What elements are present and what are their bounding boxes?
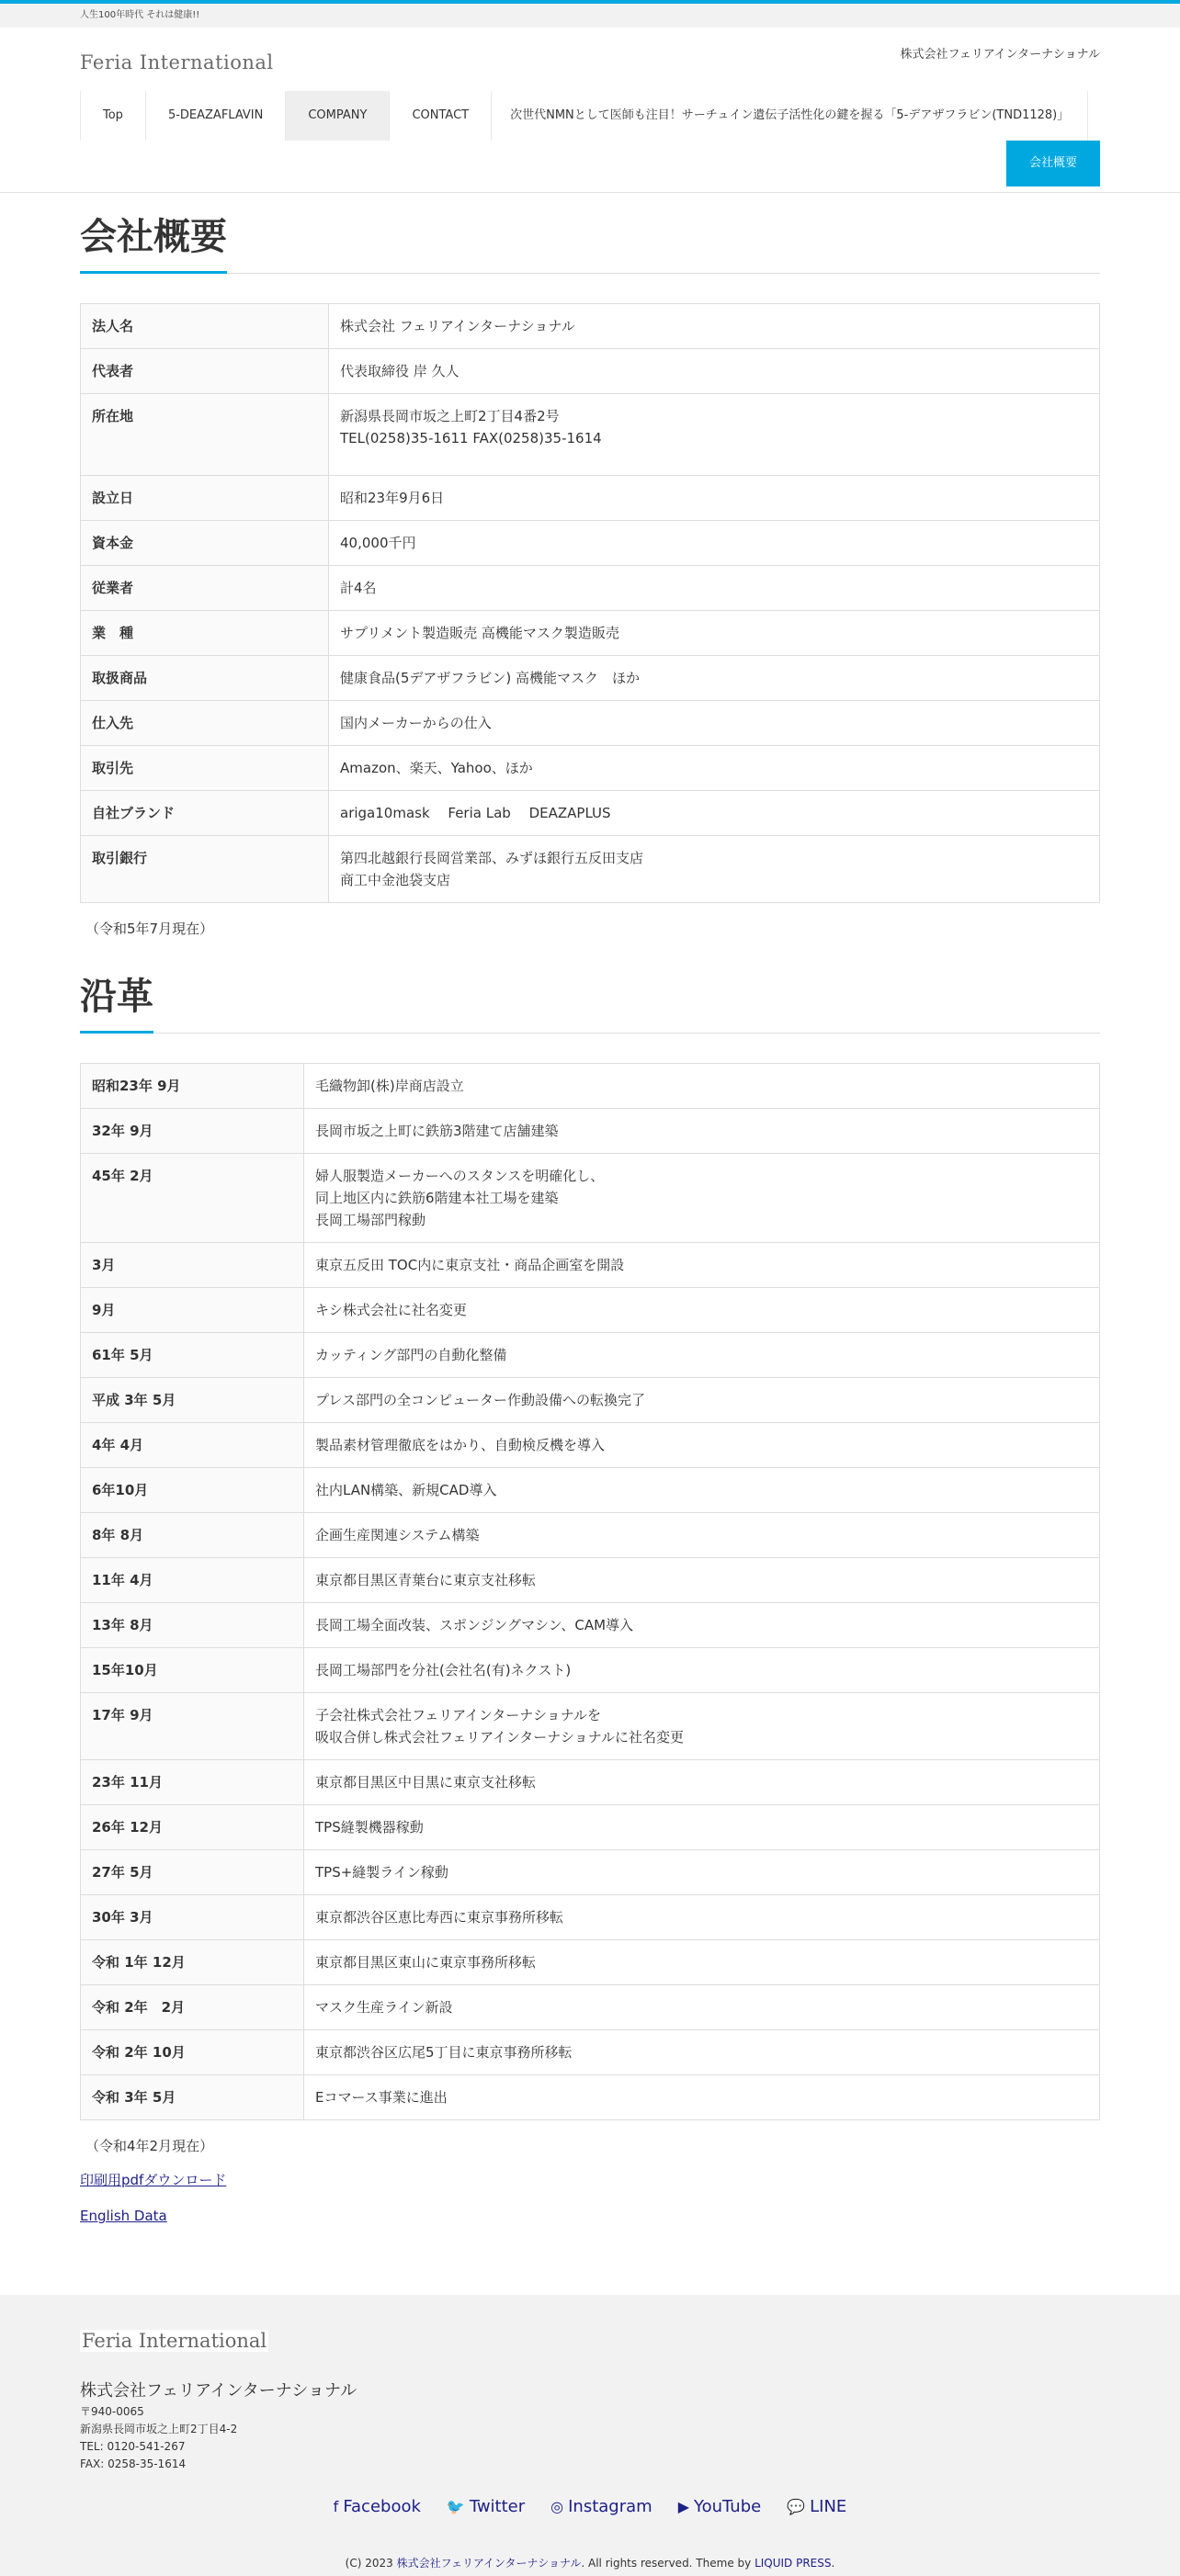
social-label: Instagram [568, 2497, 652, 2516]
profile-row [81, 836, 1100, 903]
history-row-label: 9月 [81, 1288, 304, 1333]
profile-row [81, 701, 1100, 746]
footer-address [80, 2403, 237, 2473]
social-label: Twitter [469, 2497, 526, 2516]
footer-company-name: 株式会社フェリアインターナショナル [80, 2381, 357, 2401]
history-row-label: 13年 8月 [81, 1603, 304, 1648]
history-row [81, 1423, 1100, 1468]
profile-row-label: 従業者 [81, 566, 329, 611]
history-row-value [304, 1378, 1100, 1423]
profile-row-value [329, 746, 1100, 791]
profile-row-label: 資本金 [81, 521, 329, 566]
profile-row-value [329, 304, 1100, 349]
social-label: YouTube [694, 2497, 762, 2516]
nav-item-nmn-article[interactable]: 次世代NMNとして医師も注目！サーチュイン遺伝子活性化の鍵を握る「5-デアザフラビン(TND1128)」 [492, 91, 1088, 141]
history-row-label: 45年 2月 [81, 1154, 304, 1243]
profile-row-value [329, 394, 1100, 476]
history-row [81, 1648, 1100, 1693]
profile-row-label: 自社ブランド [81, 791, 329, 836]
profile-row-value-line: 健康食品(5デアザフラビン) 高機能マスク ほか [340, 670, 641, 686]
history-row [81, 1805, 1100, 1850]
history-row-label: 61年 5月 [81, 1333, 304, 1378]
history-row [81, 1468, 1100, 1513]
profile-row [81, 349, 1100, 394]
history-row-value [304, 1423, 1100, 1468]
history-row-label: 令和 2年 2月 [81, 1985, 304, 2030]
profile-row-value-line: 第四北越銀行長岡営業部、みずほ銀行五反田支店 [340, 850, 644, 866]
history-row [81, 1513, 1100, 1558]
history-row-value-line: 長岡工場部門を分社(会社名(有)ネクスト) [315, 1662, 572, 1678]
tagline: 人生100年時代 それは健康!! [80, 10, 200, 20]
history-row-label: 6年10月 [81, 1468, 304, 1513]
profile-row-value-line: 新潟県長岡市坂之上町2丁目4番2号 [340, 408, 560, 424]
profile-row-value [329, 701, 1100, 746]
history-heading: 沿革 [80, 968, 1100, 1034]
history-row [81, 1940, 1100, 1985]
profile-row-value-line: 昭和23年9月6日 [340, 490, 445, 506]
history-row [81, 1895, 1100, 1940]
topbar [0, 4, 1180, 28]
history-row-value-line: キシ株式会社に社名変更 [315, 1302, 467, 1318]
history-row-value-line: 長岡市坂之上町に鉄筋3階建て店舗建築 [315, 1123, 559, 1139]
history-row-value [304, 1805, 1100, 1850]
history-row-value-line: 東京都目黒区中目黒に東京支社移転 [315, 1774, 537, 1791]
profile-row-value [329, 656, 1100, 701]
history-row-value [304, 1648, 1100, 1693]
social-link-line[interactable] [787, 2497, 846, 2516]
history-row-value [304, 1940, 1100, 1985]
history-row-label: 27年 5月 [81, 1850, 304, 1895]
history-row-value [304, 1603, 1100, 1648]
social-links [0, 2497, 1180, 2516]
social-link-facebook[interactable] [334, 2497, 421, 2516]
history-row-value-line: 東京都渋谷区恵比寿西に東京事務所移転 [315, 1909, 564, 1926]
history-row-value [304, 1513, 1100, 1558]
history-row-label: 昭和23年 9月 [81, 1064, 304, 1109]
history-row [81, 1154, 1100, 1243]
history-row-value-line: 東京五反田 TOC内に東京支社・商品企画室を開設 [315, 1257, 625, 1273]
history-row [81, 1985, 1100, 2030]
profile-row-label: 取引先 [81, 746, 329, 791]
history-row [81, 1109, 1100, 1154]
profile-row [81, 566, 1100, 611]
profile-row-value-line: 代表取締役 岸 久人 [340, 363, 460, 379]
social-link-instagram[interactable] [550, 2497, 652, 2516]
history-row-label: 令和 3年 5月 [81, 2075, 304, 2120]
profile-row-value [329, 566, 1100, 611]
profile-row-value-line: 商工中金池袋支店 [340, 872, 451, 888]
profile-row-value [329, 476, 1100, 521]
history-row-value [304, 1558, 1100, 1603]
profile-row-value-line: 株式会社 フェリアインターナショナル [340, 318, 575, 334]
history-row [81, 1064, 1100, 1109]
profile-row-value [329, 611, 1100, 656]
footer-postal: 〒940-0065 [80, 2405, 144, 2418]
history-row-value [304, 1154, 1100, 1243]
history-row-label: 3月 [81, 1243, 304, 1288]
history-row-value-line: 東京都目黒区東山に東京事務所移転 [315, 1954, 537, 1971]
site-logo[interactable]: Feria International [80, 51, 274, 73]
history-row-value [304, 2075, 1100, 2120]
history-row [81, 1850, 1100, 1895]
history-row-value-line: 製品素材管理徹底をはかり、自動検反機を導入 [315, 1437, 606, 1453]
profile-row-value [329, 349, 1100, 394]
history-row-value-line: カッティング部門の自動化整備 [315, 1347, 507, 1363]
history-row-label: 32年 9月 [81, 1109, 304, 1154]
history-row-value [304, 1895, 1100, 1940]
profile-row-value-line: ariga10mask Feria Lab DEAZAPLUS [340, 805, 611, 821]
site-footer [0, 2295, 1180, 2576]
history-row-label: 23年 11月 [81, 1760, 304, 1805]
profile-row-value-line: TEL(0258)35-1611 FAX(0258)35-1614 [340, 430, 602, 446]
footer-tel: TEL: 0120-541-267 [80, 2440, 186, 2453]
history-row-value-line: 長岡工場部門稼動 [315, 1212, 426, 1228]
profile-row [81, 656, 1100, 701]
history-row-label: 平成 3年 5月 [81, 1378, 304, 1423]
profile-row-label: 取引銀行 [81, 836, 329, 903]
history-row-value [304, 1468, 1100, 1513]
profile-row-value [329, 791, 1100, 836]
history-row-label: 17年 9月 [81, 1693, 304, 1760]
profile-row-label: 代表者 [81, 349, 329, 394]
history-row-value [304, 1243, 1100, 1288]
history-row-value-line: マスク生産ライン新設 [315, 1999, 453, 2016]
twitter-icon: 🐦 [446, 2498, 465, 2515]
site-header [0, 28, 1180, 193]
profile-row [81, 746, 1100, 791]
history-row-label: 令和 2年 10月 [81, 2030, 304, 2075]
company-profile-table [80, 303, 1100, 903]
profile-row-value-line: 計4名 [340, 580, 377, 596]
profile-row-label: 仕入先 [81, 701, 329, 746]
profile-row-label: 所在地 [81, 394, 329, 476]
history-row-value-line: 子会社株式会社フェリアインターナショナルを [315, 1707, 601, 1723]
history-row [81, 1288, 1100, 1333]
youtube-icon: ▶ [677, 2498, 689, 2515]
social-link-twitter[interactable] [447, 2497, 525, 2516]
history-row-value-line: 婦人服製造メーカーへのスタンスを明確化し、 [315, 1168, 605, 1184]
profile-row-value-line: サプリメント製造販売 高機能マスク製造販売 [340, 625, 619, 641]
history-row-value [304, 2030, 1100, 2075]
profile-row-label: 設立日 [81, 476, 329, 521]
history-row-value-line: TPS縫製機器稼動 [315, 1819, 424, 1836]
main-content [0, 209, 1100, 2224]
history-row [81, 1243, 1100, 1288]
profile-row-value [329, 836, 1100, 903]
history-row-label: 30年 3月 [81, 1895, 304, 1940]
history-row [81, 1760, 1100, 1805]
footer-street: 新潟県長岡市坂之上町2丁目4-2 [80, 2423, 238, 2435]
history-row [81, 1693, 1100, 1760]
history-row-label: 26年 12月 [81, 1805, 304, 1850]
company-profile-subnav-button[interactable]: 会社概要 [1006, 141, 1100, 186]
history-row [81, 1378, 1100, 1423]
profile-row [81, 521, 1100, 566]
profile-row-label: 取扱商品 [81, 656, 329, 701]
history-row-value [304, 1064, 1100, 1109]
history-row-label: 11年 4月 [81, 1558, 304, 1603]
english-data-link[interactable]: English Data [80, 2208, 167, 2224]
history-row [81, 1333, 1100, 1378]
history-note: （令和4年2月現在） [85, 2138, 214, 2154]
history-row-value-line: 長岡工場全面改装、スポンジングマシン、CAM導入 [315, 1617, 634, 1633]
profile-row-value-line: 国内メーカーからの仕入 [340, 715, 492, 731]
profile-heading: 会社概要 [80, 209, 1100, 274]
nav-item-company[interactable]: COMPANY [286, 91, 390, 141]
history-row-label: 令和 1年 12月 [81, 1940, 304, 1985]
footer-logo[interactable]: Feria International [82, 2330, 267, 2352]
history-row-value-line: 東京都目黒区青葉台に東京支社移転 [315, 1572, 537, 1588]
profile-row-value [329, 521, 1100, 566]
nav-item-deazaflavin[interactable]: 5-DEAZAFLAVIN [146, 91, 286, 141]
profile-row [81, 304, 1100, 349]
theme-link[interactable]: LIQUID PRESS [755, 2557, 832, 2570]
history-row [81, 2075, 1100, 2120]
facebook-icon: f [333, 2498, 339, 2515]
social-link-youtube[interactable] [678, 2497, 762, 2516]
profile-row [81, 611, 1100, 656]
social-label: LINE [810, 2497, 847, 2516]
history-row-label: 8年 8月 [81, 1513, 304, 1558]
profile-row-label: 業 種 [81, 611, 329, 656]
line-icon: 💬 [787, 2498, 806, 2515]
history-row-value [304, 1850, 1100, 1895]
history-row-value-line: Eコマース事業に進出 [315, 2089, 448, 2106]
history-row-value [304, 1985, 1100, 2030]
history-row-value-line: 同上地区内に鉄筋6階建本社工場を建築 [315, 1190, 559, 1206]
profile-note: （令和5年7月現在） [85, 921, 214, 937]
nav-item-top[interactable]: Top [81, 91, 146, 141]
history-row-value-line: 吸収合併し株式会社フェリアインターナショナルに社名変更 [315, 1729, 684, 1746]
nav-item-contact[interactable]: CONTACT [390, 91, 492, 141]
history-row-value [304, 1109, 1100, 1154]
history-row [81, 1558, 1100, 1603]
profile-row-value-line: 40,000千円 [340, 535, 416, 551]
social-label: Facebook [343, 2497, 421, 2516]
history-row-value-line: TPS+縫製ライン稼動 [315, 1864, 448, 1881]
history-row-value [304, 1333, 1100, 1378]
history-row-value-line: 毛織物卸(株)岸商店設立 [315, 1078, 464, 1094]
profile-row [81, 394, 1100, 476]
history-row-label: 15年10月 [81, 1648, 304, 1693]
profile-row-value-line: Amazon、楽天、Yahoo、ほか [340, 760, 533, 776]
pdf-download-link[interactable]: 印刷用pdfダウンロード [80, 2172, 227, 2188]
header-company-name: 株式会社フェリアインターナショナル [900, 48, 1100, 62]
history-table [80, 1063, 1100, 2120]
history-row [81, 2030, 1100, 2075]
footer-fax: FAX: 0258-35-1614 [80, 2457, 187, 2470]
history-row-value [304, 1693, 1100, 1760]
history-row-label: 4年 4月 [81, 1423, 304, 1468]
history-row-value-line: 企画生産関連システム構築 [315, 1527, 480, 1543]
global-nav [80, 91, 1072, 141]
history-row-value-line: プレス部門の全コンピューター作動設備への転換完了 [315, 1392, 645, 1408]
history-row-value [304, 1760, 1100, 1805]
profile-row [81, 791, 1100, 836]
history-row [81, 1603, 1100, 1648]
history-row-value-line: 東京都渋谷区広尾5丁目に東京事務所移転 [315, 2044, 573, 2061]
copyright-company-link[interactable]: 株式会社フェリアインターナショナル [396, 2557, 582, 2570]
instagram-icon: ◎ [550, 2498, 564, 2515]
history-row-value-line: 社内LAN構築、新規CAD導入 [315, 1482, 497, 1498]
copyright: (C) 2023 株式会社フェリアインターナショナル. All rights reserved. Theme by LIQUID PRESS. [345, 2557, 835, 2570]
profile-row [81, 476, 1100, 521]
profile-row-label: 法人名 [81, 304, 329, 349]
history-row-value [304, 1288, 1100, 1333]
